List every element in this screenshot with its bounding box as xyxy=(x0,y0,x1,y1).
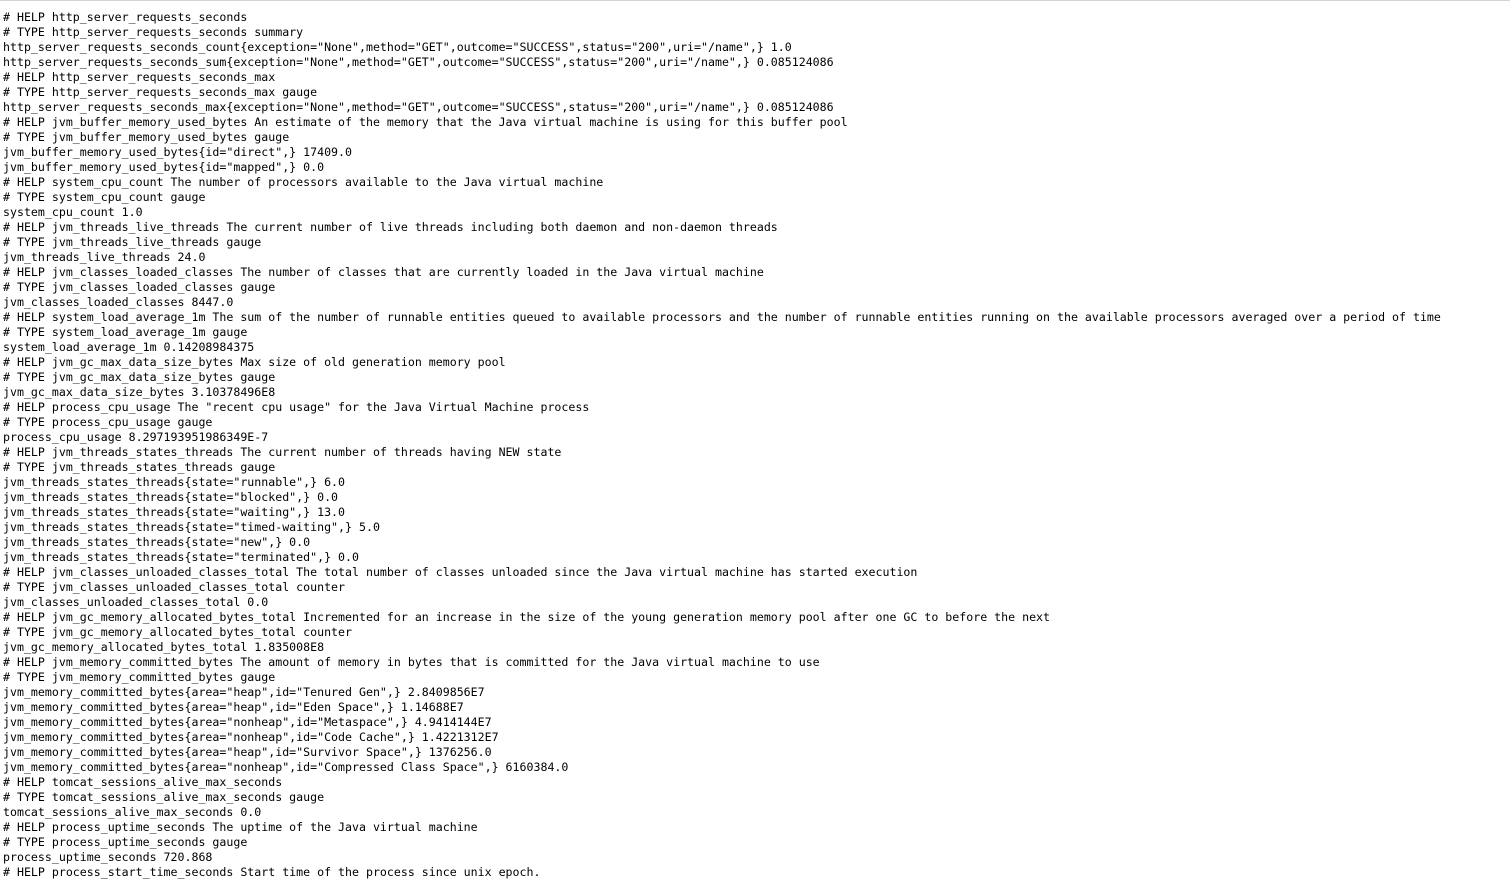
metrics-line: jvm_threads_states_threads{state="runnable",} 6.0 xyxy=(3,475,346,489)
metrics-line: http_server_requests_seconds_sum{exception="None",method="GET",outcome="SUCCESS",status="200",uri="/name",} 0.085124086 xyxy=(3,55,834,69)
metrics-line: # HELP jvm_threads_states_threads The current number of threads having NEW state xyxy=(3,445,562,459)
metrics-line: # HELP system_cpu_count The number of processors available to the Java virtual machine xyxy=(3,175,604,189)
metrics-line: # TYPE process_cpu_usage gauge xyxy=(3,415,213,429)
metrics-line: jvm_buffer_memory_used_bytes{id="mapped",} 0.0 xyxy=(3,160,325,174)
metrics-line: # HELP jvm_buffer_memory_used_bytes An estimate of the memory that the Java virtual machine is using for this buffer pool xyxy=(3,115,848,129)
metrics-line: jvm_memory_committed_bytes{area="heap",id="Survivor Space",} 1376256.0 xyxy=(3,745,492,759)
metrics-line: jvm_memory_committed_bytes{area="nonheap",id="Compressed Class Space",} 6160384.0 xyxy=(3,760,569,774)
metrics-line: # TYPE process_uptime_seconds gauge xyxy=(3,835,248,849)
metrics-line: jvm_memory_committed_bytes{area="nonheap",id="Code Cache",} 1.4221312E7 xyxy=(3,730,499,744)
metrics-line: # HELP jvm_memory_committed_bytes The amount of memory in bytes that is committed for the Java virtual machine to use xyxy=(3,655,820,669)
metrics-line: process_uptime_seconds 720.868 xyxy=(3,850,213,864)
metrics-line: jvm_threads_states_threads{state="terminated",} 0.0 xyxy=(3,550,359,564)
metrics-line: # TYPE jvm_memory_committed_bytes gauge xyxy=(3,670,276,684)
metrics-line: # HELP process_cpu_usage The "recent cpu usage" for the Java Virtual Machine process xyxy=(3,400,590,414)
metrics-line: jvm_memory_committed_bytes{area="heap",id="Tenured Gen",} 2.8409856E7 xyxy=(3,685,485,699)
metrics-line: system_load_average_1m 0.14208984375 xyxy=(3,340,255,354)
metrics-line: jvm_buffer_memory_used_bytes{id="direct",} 17409.0 xyxy=(3,145,353,159)
metrics-line: # TYPE http_server_requests_seconds_max gauge xyxy=(3,85,318,99)
metrics-line: # TYPE system_load_average_1m gauge xyxy=(3,325,248,339)
metrics-line: # TYPE jvm_gc_max_data_size_bytes gauge xyxy=(3,370,276,384)
metrics-line: # TYPE jvm_gc_memory_allocated_bytes_total counter xyxy=(3,625,353,639)
metrics-line: # TYPE system_cpu_count gauge xyxy=(3,190,206,204)
metrics-line: jvm_threads_states_threads{state="timed-waiting",} 5.0 xyxy=(3,520,380,534)
metrics-line: process_cpu_usage 8.297193951986349E-7 xyxy=(3,430,269,444)
metrics-line: # TYPE jvm_threads_states_threads gauge xyxy=(3,460,276,474)
metrics-text-document xyxy=(3,10,1441,880)
metrics-line: # TYPE http_server_requests_seconds summary xyxy=(3,25,304,39)
metrics-line: # HELP system_load_average_1m The sum of the number of runnable entities queued to available processors and the number of runnable entities running on the available processors averaged over a period of time xyxy=(3,310,1441,324)
metrics-line: tomcat_sessions_alive_max_seconds 0.0 xyxy=(3,805,262,819)
metrics-line: # HELP http_server_requests_seconds_max xyxy=(3,70,276,84)
metrics-line: # HELP jvm_gc_memory_allocated_bytes_total Incremented for an increase in the size of the young generation memory pool after one GC to before the next xyxy=(3,610,1051,624)
metrics-line: jvm_memory_committed_bytes{area="heap",id="Eden Space",} 1.14688E7 xyxy=(3,700,464,714)
metrics-line: # TYPE jvm_threads_live_threads gauge xyxy=(3,235,262,249)
metrics-line: # HELP process_uptime_seconds The uptime of the Java virtual machine xyxy=(3,820,478,834)
metrics-line: system_cpu_count 1.0 xyxy=(3,205,143,219)
metrics-line: # HELP jvm_gc_max_data_size_bytes Max size of old generation memory pool xyxy=(3,355,506,369)
metrics-line: jvm_classes_loaded_classes 8447.0 xyxy=(3,295,234,309)
metrics-line: # HELP jvm_classes_unloaded_classes_total The total number of classes unloaded since the Java virtual machine has started execution xyxy=(3,565,918,579)
metrics-line: # TYPE jvm_classes_loaded_classes gauge xyxy=(3,280,276,294)
metrics-line: # HELP http_server_requests_seconds xyxy=(3,10,248,24)
metrics-line: jvm_threads_states_threads{state="waiting",} 13.0 xyxy=(3,505,346,519)
metrics-line: jvm_threads_live_threads 24.0 xyxy=(3,250,206,264)
metrics-line: jvm_gc_memory_allocated_bytes_total 1.835008E8 xyxy=(3,640,325,654)
metrics-line: # TYPE jvm_buffer_memory_used_bytes gauge xyxy=(3,130,290,144)
metrics-line: jvm_gc_max_data_size_bytes 3.10378496E8 xyxy=(3,385,276,399)
metrics-line: # HELP jvm_classes_loaded_classes The number of classes that are currently loaded in the Java virtual machine xyxy=(3,265,764,279)
metrics-line: # TYPE jvm_classes_unloaded_classes_total counter xyxy=(3,580,346,594)
metrics-line: jvm_memory_committed_bytes{area="nonheap",id="Metaspace",} 4.9414144E7 xyxy=(3,715,492,729)
metrics-line: jvm_threads_states_threads{state="blocked",} 0.0 xyxy=(3,490,339,504)
metrics-line: # TYPE tomcat_sessions_alive_max_seconds gauge xyxy=(3,790,325,804)
metrics-line: http_server_requests_seconds_count{exception="None",method="GET",outcome="SUCCESS",status="200",uri="/name",} 1.0 xyxy=(3,40,792,54)
metrics-line: # HELP process_start_time_seconds Start time of the process since unix epoch. xyxy=(3,865,541,879)
metrics-line: jvm_threads_states_threads{state="new",} 0.0 xyxy=(3,535,311,549)
metrics-line: # HELP tomcat_sessions_alive_max_seconds xyxy=(3,775,283,789)
metrics-line: http_server_requests_seconds_max{exception="None",method="GET",outcome="SUCCESS",status="200",uri="/name",} 0.085124086 xyxy=(3,100,834,114)
metrics-line: jvm_classes_unloaded_classes_total 0.0 xyxy=(3,595,269,609)
metrics-line: # HELP jvm_threads_live_threads The current number of live threads including both daemon and non-daemon threads xyxy=(3,220,778,234)
